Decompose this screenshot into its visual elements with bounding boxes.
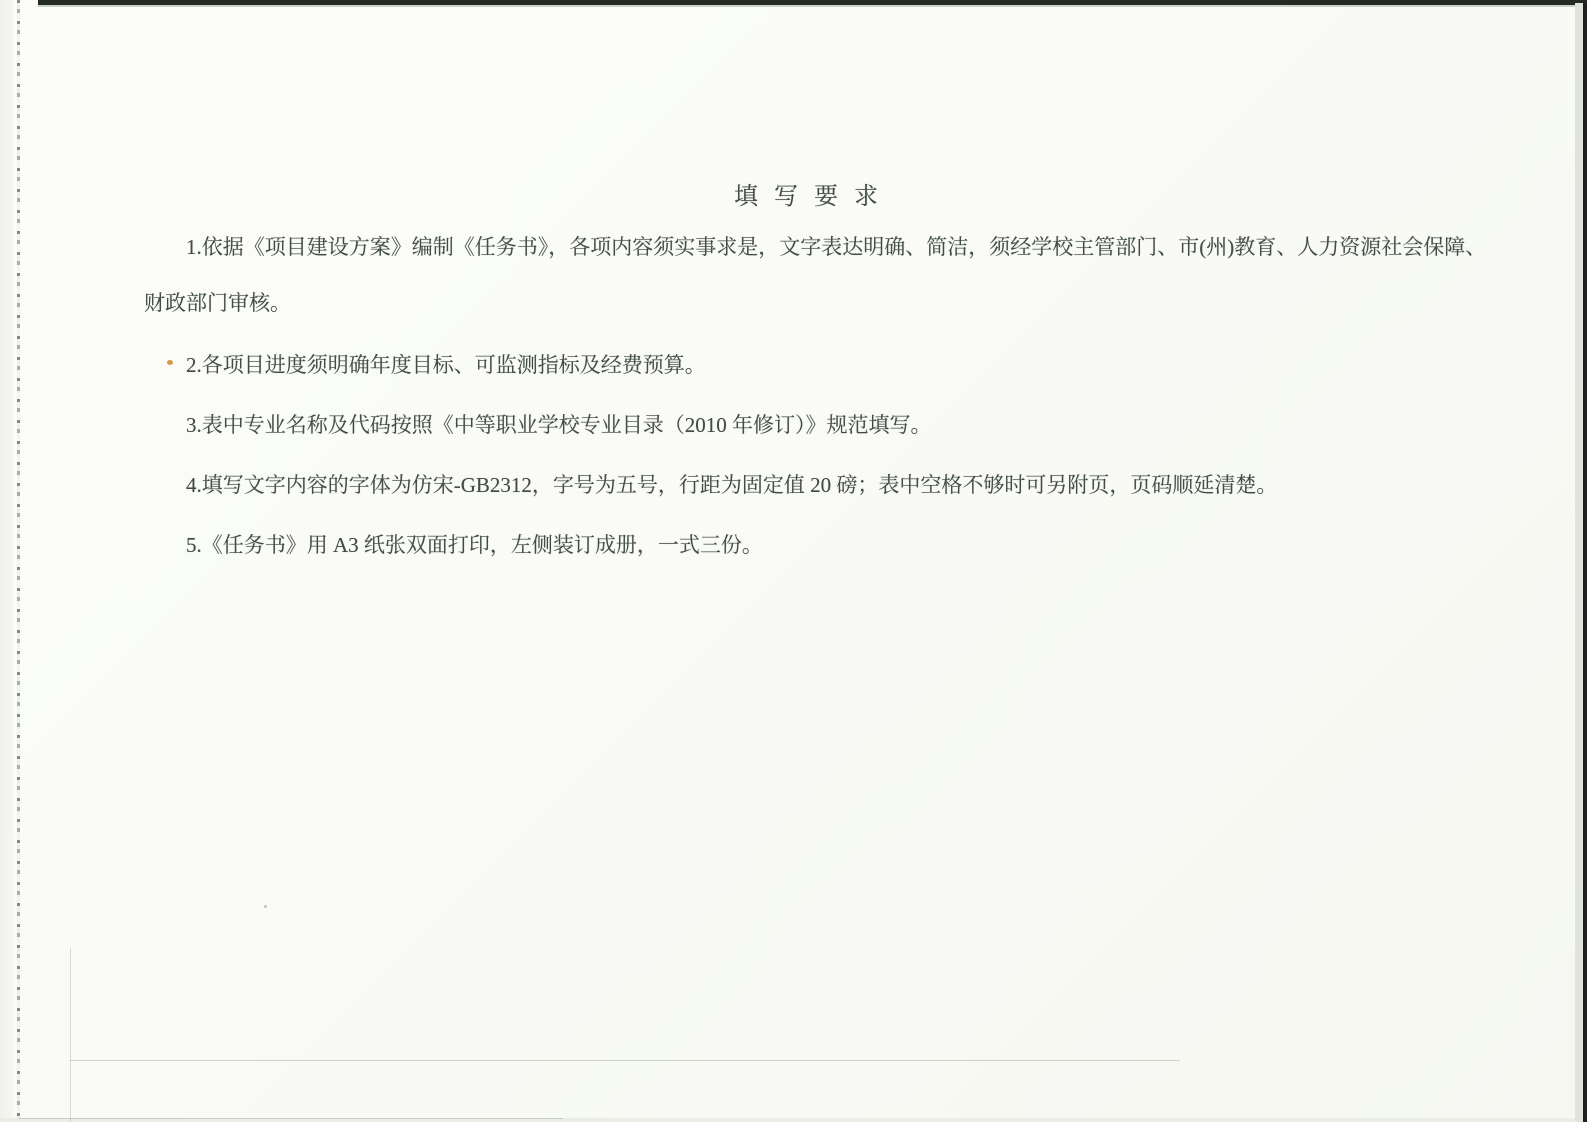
- requirement-item-3: 3.表中专业名称及代码按照《中等职业学校专业目录（2010 年修订）》规范填写。: [186, 413, 932, 437]
- scan-crease-horizontal: [18, 1118, 563, 1119]
- scan-binding-seam: [17, 0, 20, 1122]
- requirement-item-1-line-2: 财政部门审核。: [144, 291, 291, 315]
- scan-crease-vertical: [70, 948, 71, 1122]
- requirement-item-4: 4.填写文字内容的字体为仿宋-GB2312，字号为五号，行距为固定值 20 磅；表中空格不够时可另附页，页码顺延清楚。: [186, 473, 1278, 497]
- scan-edge-top: [38, 0, 1587, 7]
- requirement-item-1-line-1: 1.依据《项目建设方案》编制《任务书》，各项内容须实事求是，文字表达明确、简洁，须经学校主管部门、市(州)教育、人力资源社会保障、: [186, 235, 1487, 259]
- scan-edge-right-light: [1575, 3, 1583, 1122]
- scan-edge-right-dark: [1583, 3, 1587, 1122]
- requirement-item-2: 2.各项目进度须明确年度目标、可监测指标及经费预算。: [186, 353, 706, 377]
- requirement-item-5: 5.《任务书》用 A3 纸张双面打印，左侧装订成册，一式三份。: [186, 533, 763, 557]
- page-title: 填 写 要 求: [734, 184, 883, 210]
- scan-edge-left-margin: [0, 0, 13, 1122]
- scan-speck: [264, 905, 267, 908]
- scan-crease-horizontal: [70, 1060, 1180, 1061]
